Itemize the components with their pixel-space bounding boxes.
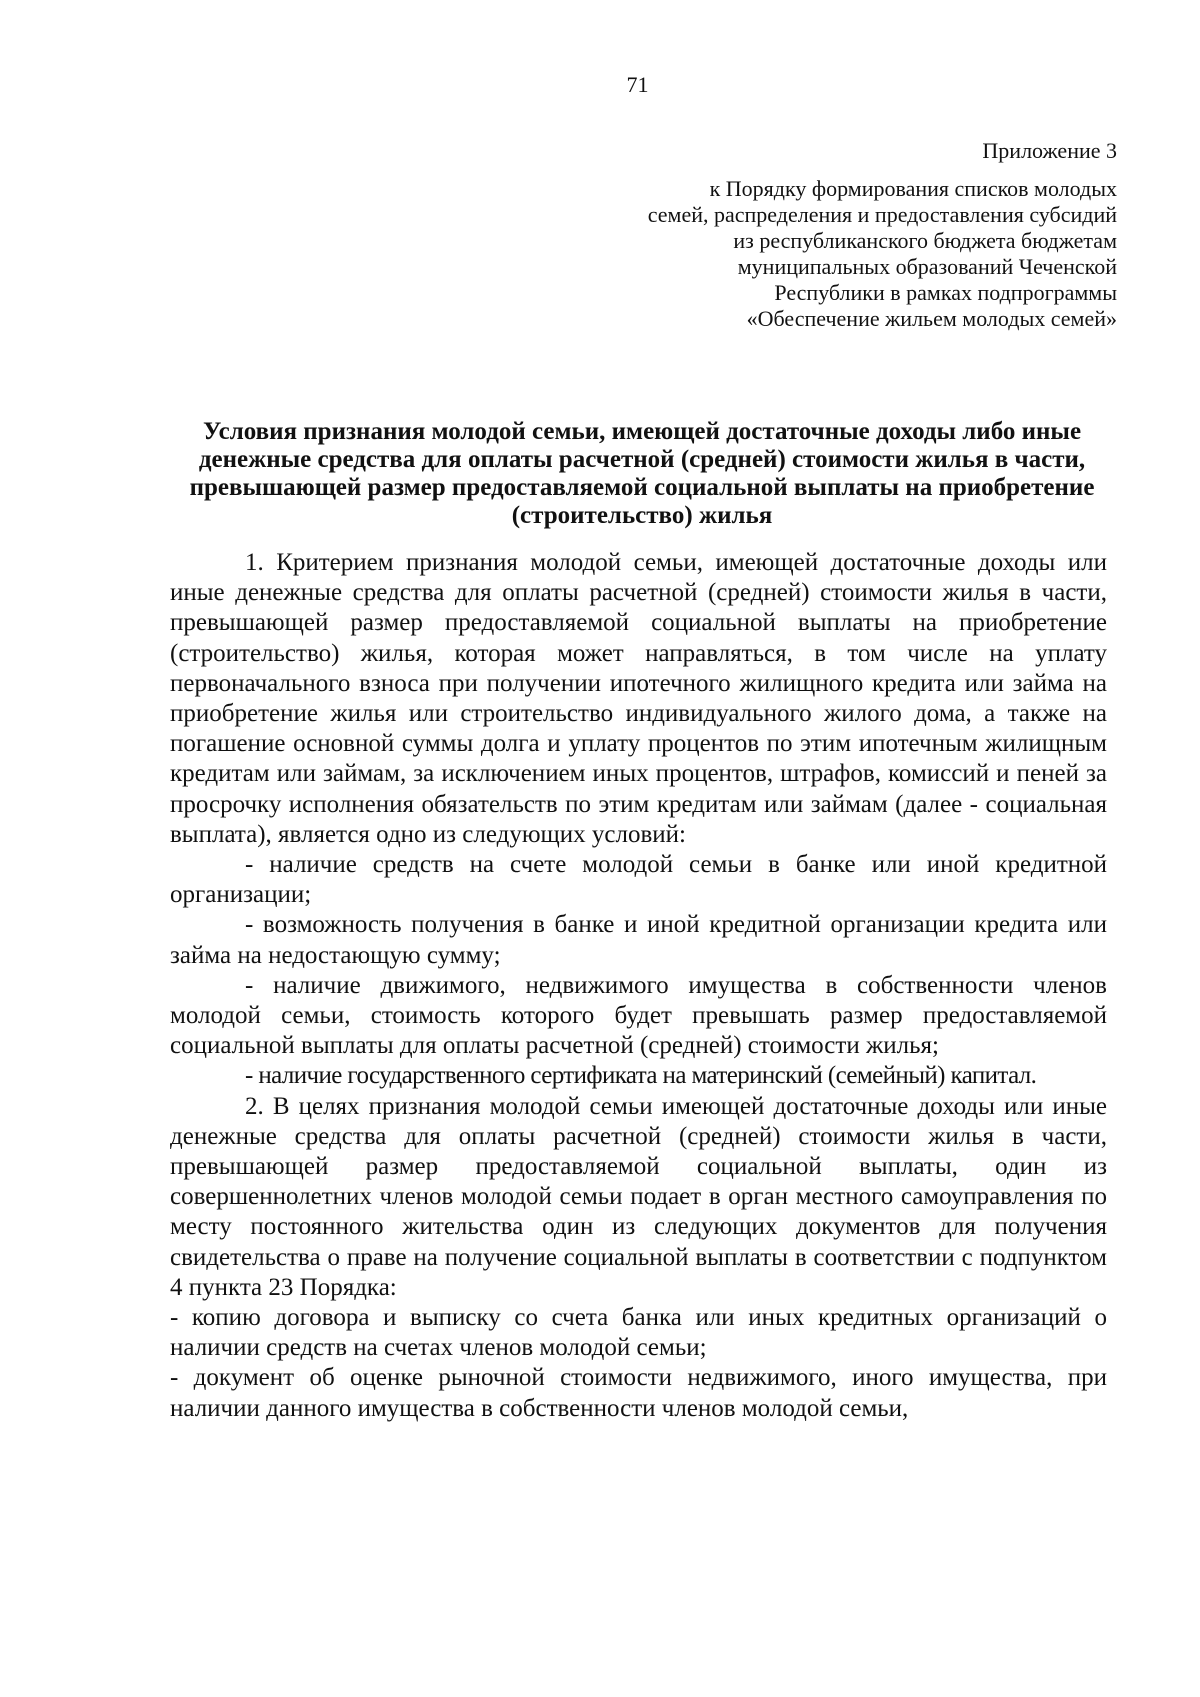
document-body [170,548,1107,1424]
document-title: Условия признания молодой семьи, имеющей достаточные доходы либо иные денежные средства для оплаты расчетной (средней) стоимости жилья в части, превышающей размер предоставляемой социальной выплаты на приобретение (строительство) жилья [189,418,1095,529]
list-item: - копию договора и выписку со счета банка или иных кредитных организаций о наличии средств на счетах членов молодой семьи; [170,1304,1107,1362]
list-item: - документ об оценке рыночной стоимости недвижимого, иного имущества, при наличии данного имущества в собственности членов молодой семьи, [170,1364,1107,1422]
list-item: - наличие движимого, недвижимого имущества в собственности членов молодой семьи, стоимость которого будет превышать размер предоставляемой социальной выплаты для оплаты расчетной (средней) стоимости жилья; [170,971,1107,1060]
appendix-line: Республики в рамках подпрограммы [774,280,1117,305]
appendix-line: «Обеспечение жильем молодых семей» [746,306,1117,331]
appendix-label: Приложение 3 [982,138,1117,163]
appendix-line: из республиканского бюджета бюджетам [733,228,1117,253]
list-item: - возможность получения в банке и иной кредитной организации кредита или займа на недостающую сумму; [170,911,1107,969]
appendix-line: к Порядку формирования списков молодых [709,176,1117,201]
appendix-header [648,138,1117,332]
appendix-line: муниципальных образований Чеченской [737,254,1117,279]
list-item: - наличие государственного сертификата на материнский (семейный) капитал. [245,1062,1037,1090]
paragraph-2: 2. В целях признания молодой семьи имеющей достаточные доходы или иные денежные средства для оплаты расчетной (средней) стоимости жилья в части, превышающей размер предоставляемой социальной выплаты, один из совершеннолетних членов молодой семьи подает в орган местного самоуправления по месту постоянного жительства один из следующих документов для получения свидетельства о праве на получение социальной выплаты в соответствии с подпунктом 4 пункта 23 Порядка: [170,1092,1107,1301]
page-number: 71 [626,72,649,97]
list-item: - наличие средств на счете молодой семьи в банке или иной кредитной организации; [170,851,1107,909]
appendix-line: семей, распределения и предоставления субсидий [647,202,1117,227]
paragraph-1: 1. Критерием признания молодой семьи, имеющей достаточные доходы или иные денежные средства для оплаты расчетной (средней) стоимости жилья в части, превышающей размер предоставляемой социальной выплаты на приобретение (строительство) жилья, которая может направляться, в том числе на уплату первоначального взноса при получении ипотечного жилищного кредита или займа на приобретение жилья или строительство индивидуального жилого дома, а также на погашение основной суммы долга и уплату процентов по этим ипотечным жилищным кредитам или займам, за исключением иных процентов, штрафов, комиссий и пеней за просрочку исполнения обязательств по этим кредитам или займам (далее - социальная выплата), является одно из следующих условий: [170,549,1107,848]
